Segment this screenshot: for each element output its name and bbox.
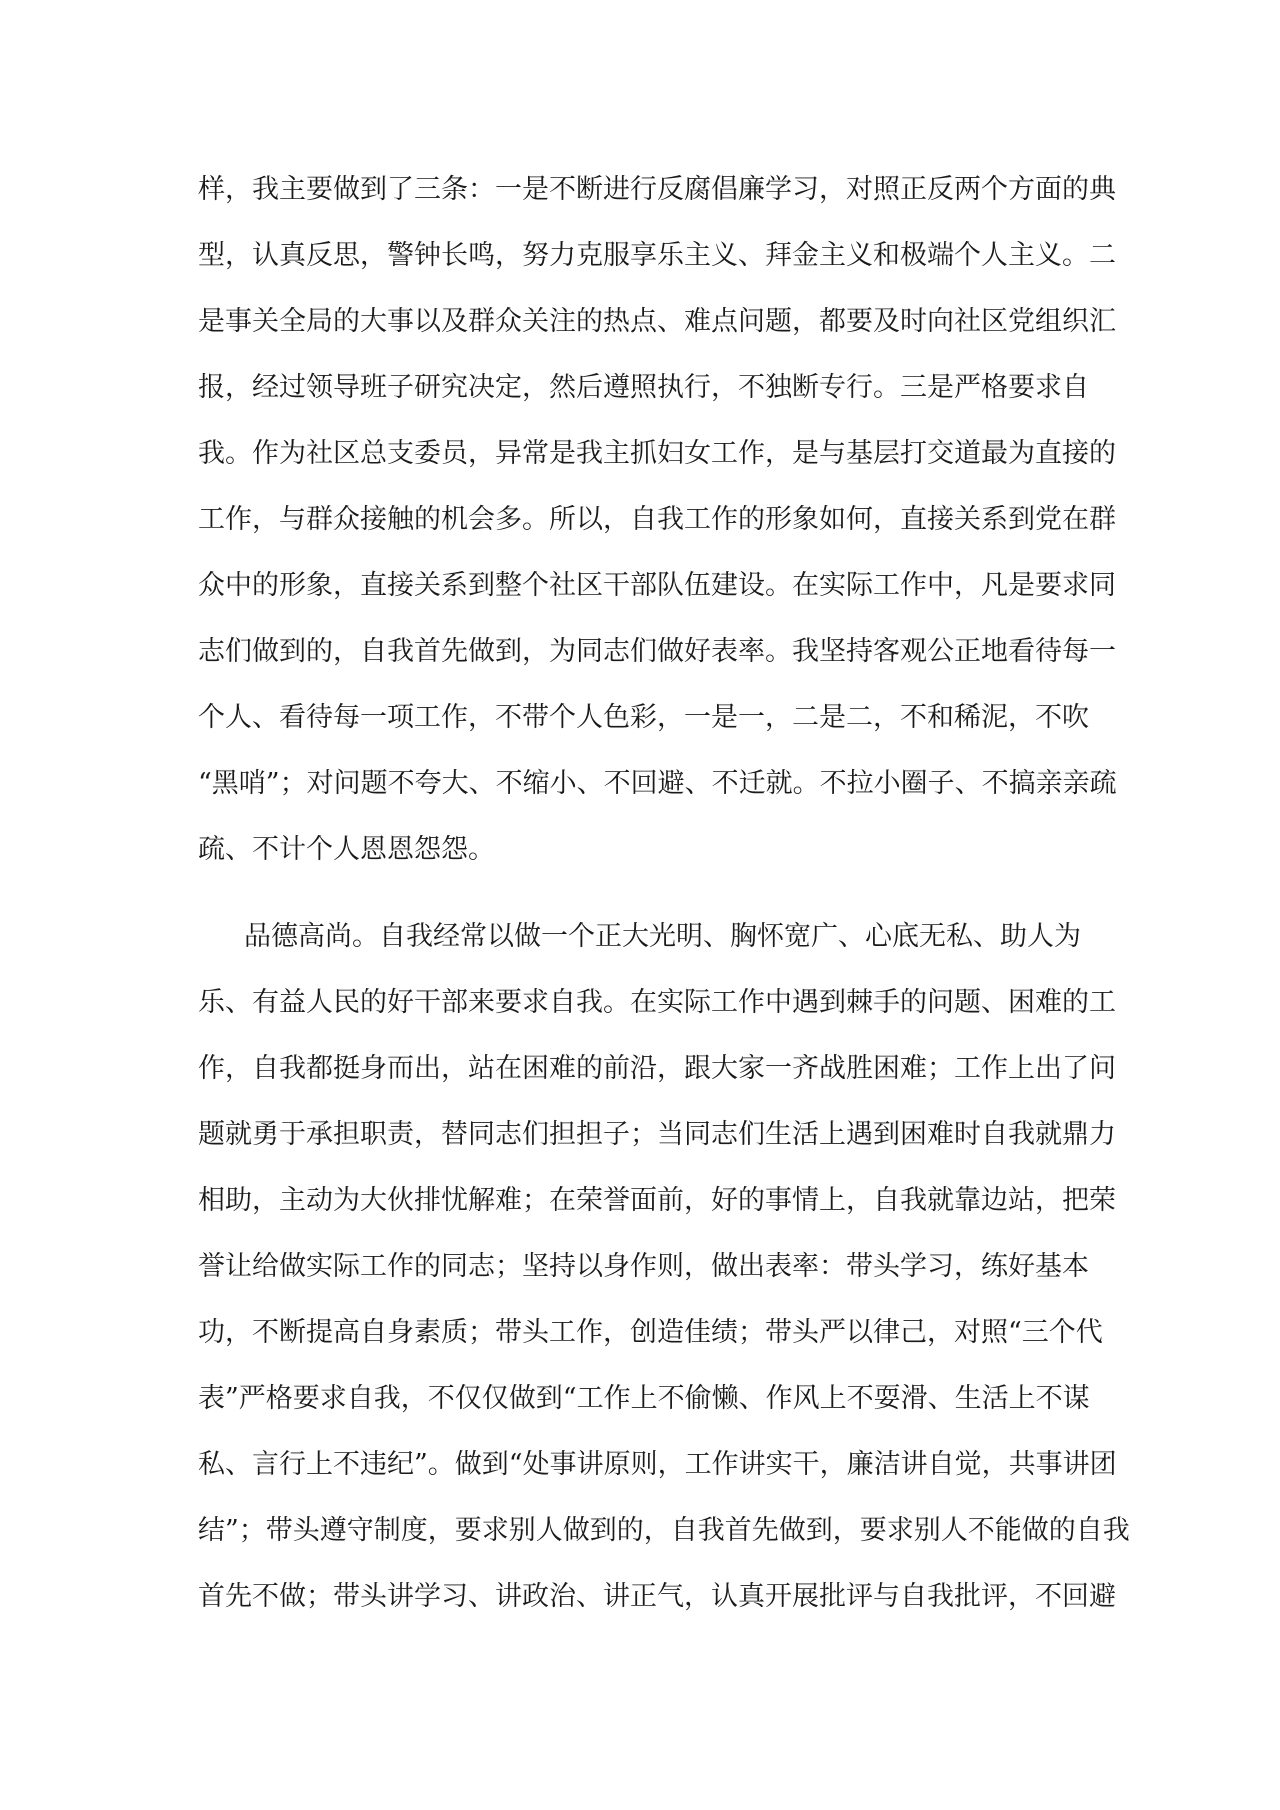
- text-line: 疏、不计个人恩恩怨怨。: [198, 834, 495, 865]
- text-line: 我。作为社区总支委员，异常是我主抓妇女工作，是与基层打交道最为直接的: [198, 438, 1116, 469]
- paragraph-character: [198, 904, 1130, 1630]
- text-line: 众中的形象，直接关系到整个社区干部队伍建设。在实际工作中，凡是要求同: [198, 570, 1116, 601]
- text-line: 结”；带头遵守制度，要求别人做到的，自我首先做到，要求别人不能做的自我: [198, 1515, 1130, 1546]
- text-line: 表”严格要求自我，不仅仅做到“工作上不偷懒、作风上不耍滑、生活上不谋: [198, 1383, 1090, 1414]
- text-line: 首先不做；带头讲学习、讲政治、讲正气，认真开展批评与自我批评，不回避: [198, 1581, 1116, 1612]
- text-line: 私、言行上不违纪”。做到“处事讲原则，工作讲实干，廉洁讲自觉，共事讲团: [198, 1449, 1117, 1480]
- text-line: 工作，与群众接触的机会多。所以，自我工作的形象如何，直接关系到党在群: [198, 504, 1116, 535]
- paragraph-integrity: [198, 157, 1117, 883]
- text-line: 报，经过领导班子研究决定，然后遵照执行，不独断专行。三是严格要求自: [198, 372, 1089, 403]
- text-line: 相助，主动为大伙排忧解难；在荣誉面前，好的事情上，自我就靠边站，把荣: [198, 1185, 1116, 1216]
- text-line: “黑哨”；对问题不夸大、不缩小、不回避、不迁就。不拉小圈子、不搞亲亲疏: [198, 768, 1117, 799]
- text-line: 题就勇于承担职责，替同志们担担子；当同志们生活上遇到困难时自我就鼎力: [198, 1119, 1116, 1150]
- text-line: 个人、看待每一项工作，不带个人色彩，一是一，二是二，不和稀泥，不吹: [198, 702, 1089, 733]
- text-line: 乐、有益人民的好干部来要求自我。在实际工作中遇到棘手的问题、困难的工: [198, 987, 1116, 1018]
- text-line: 样，我主要做到了三条：一是不断进行反腐倡廉学习，对照正反两个方面的典: [198, 174, 1116, 205]
- text-line: 型，认真反思，警钟长鸣，努力克服享乐主义、拜金主义和极端个人主义。二: [198, 240, 1116, 271]
- text-line: 品德高尚。自我经常以做一个正大光明、胸怀宽广、心底无私、助人为: [244, 921, 1081, 952]
- text-line: 功，不断提高自身素质；带头工作，创造佳绩；带头严以律己，对照“三个代: [198, 1317, 1103, 1348]
- text-line: 志们做到的，自我首先做到，为同志们做好表率。我坚持客观公正地看待每一: [198, 636, 1116, 667]
- text-line: 是事关全局的大事以及群众关注的热点、难点问题，都要及时向社区党组织汇: [198, 306, 1116, 337]
- text-line: 誉让给做实际工作的同志；坚持以身作则，做出表率：带头学习，练好基本: [198, 1251, 1089, 1282]
- text-line: 作，自我都挺身而出，站在困难的前沿，跟大家一齐战胜困难；工作上出了问: [198, 1053, 1116, 1084]
